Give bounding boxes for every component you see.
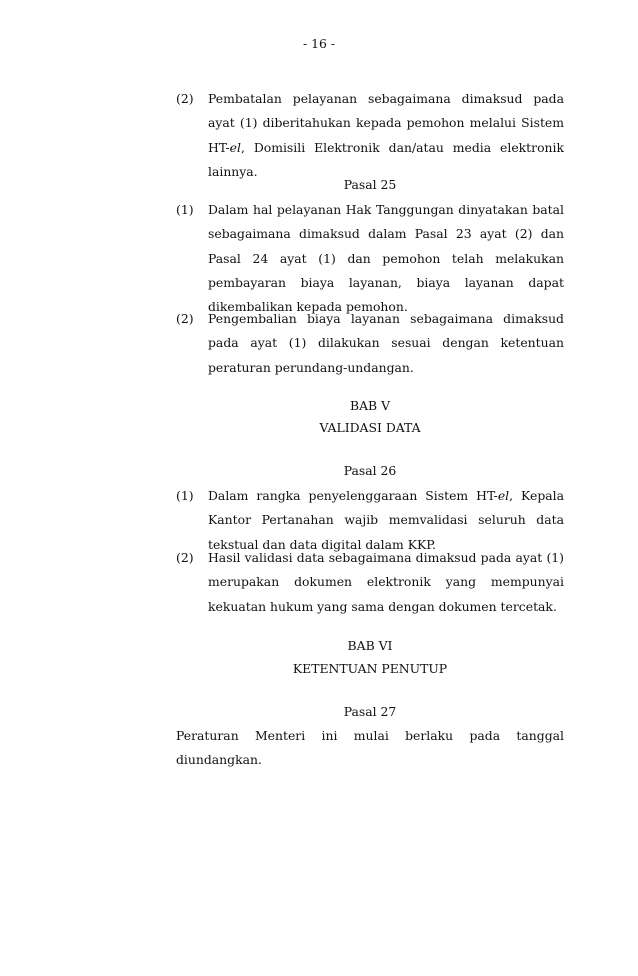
item-text: Hasil validasi data sebagaimana dimaksud pada ayat (1) merupakan dokumen elektronik yang mempunyai kekuatan hukum yang sama dengan dokumen tercetak. (208, 550, 564, 614)
chapter-subtitle: KETENTUAN PENUTUP (292, 661, 448, 676)
chapter-heading: BAB V (349, 398, 391, 413)
list-item (176, 546, 564, 619)
list-item (176, 307, 564, 380)
item-text: Pembatalan pelayanan sebagaimana dimaksud pada ayat (1) diberitahukan kepada pemohon melalui Sistem HT-el, Domisili Elektronik dan/atau media elektronik lainnya. (208, 91, 564, 179)
chapter-subtitle: VALIDASI DATA (319, 420, 421, 435)
list-item (176, 87, 564, 184)
item-number: (2) (176, 550, 194, 565)
item-number: (2) (176, 311, 194, 326)
article-heading: Pasal 26 (343, 463, 397, 478)
chapter-heading: BAB VI (347, 638, 393, 653)
item-number: (1) (176, 488, 194, 503)
item-number: (1) (176, 202, 194, 217)
page-number: - 16 - (302, 36, 336, 51)
item-number: (2) (176, 91, 194, 106)
article-text: Peraturan Menteri ini mulai berlaku pada tanggal diundangkan. (176, 728, 564, 768)
list-item (176, 198, 564, 319)
item-text: Dalam hal pelayanan Hak Tanggungan dinyatakan batal sebagaimana dimaksud dalam Pasal 23 ayat (2) dan Pasal 24 ayat (1) dan pemohon telah melakukan pembayaran biaya layanan, biaya layanan dapat dikembalikan kepada pemohon. (208, 202, 564, 315)
item-text: Pengembalian biaya layanan sebagaimana dimaksud pada ayat (1) dilakukan sesuai dengan ketentuan peraturan perundang-undangan. (208, 311, 564, 375)
article-heading: Pasal 25 (343, 177, 397, 192)
article-heading: Pasal 27 (343, 704, 397, 719)
item-text: Dalam rangka penyelenggaraan Sistem HT-el, Kepala Kantor Pertanahan wajib memvalidasi seluruh data tekstual dan data digital dalam KKP. (208, 488, 564, 552)
